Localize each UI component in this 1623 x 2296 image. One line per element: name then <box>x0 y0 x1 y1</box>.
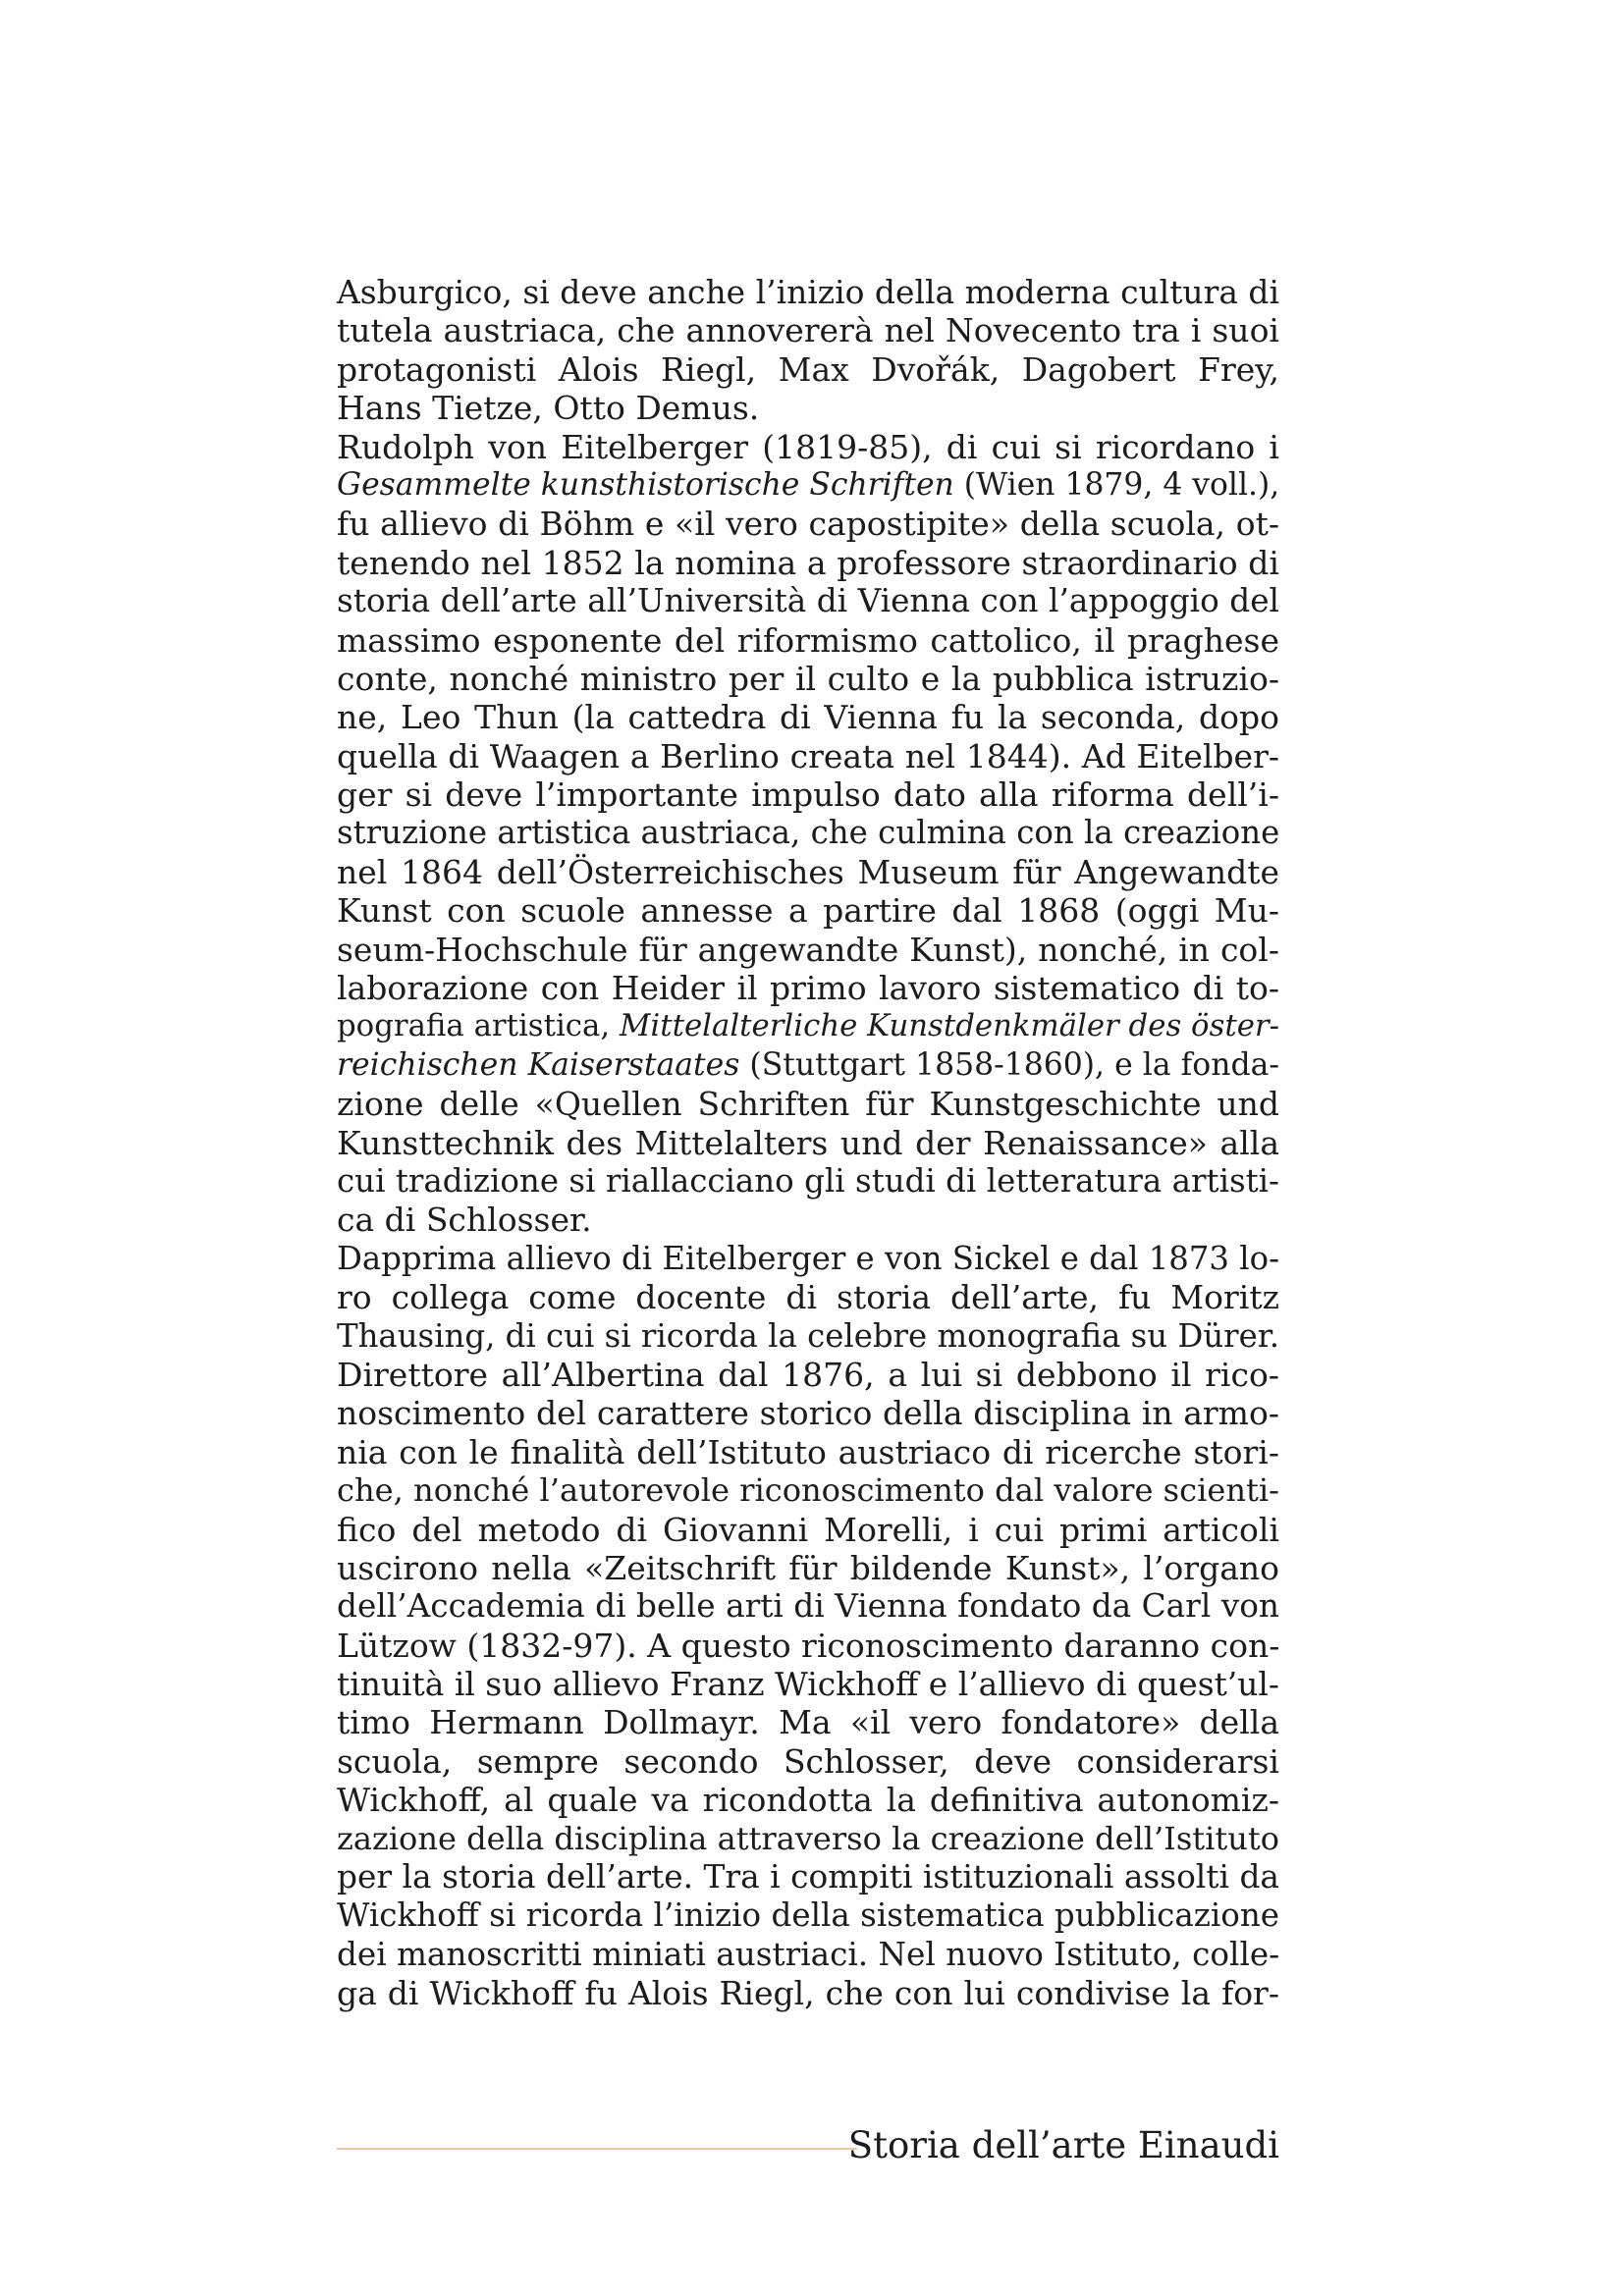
text-line <box>337 698 1279 736</box>
text-segment: tutela austriaca, che annovererà nel Novecento tra i suoi <box>337 311 1279 350</box>
text-line <box>337 1974 1279 2012</box>
page-footer <box>337 2123 1279 2168</box>
italic-title: Gesammelte kunsthistorische Schriften <box>337 466 954 503</box>
text-line <box>337 1936 1279 1974</box>
footer-rule <box>337 2148 857 2150</box>
text-line <box>337 853 1279 891</box>
body-text <box>337 273 1279 2013</box>
text-line <box>337 1433 1279 1471</box>
text-segment: laborazione con Heider il primo lavoro sistematico di to- <box>337 969 1279 1008</box>
text-segment: scuola, sempre secondo Schlosser, deve considerarsi <box>337 1741 1279 1781</box>
text-line <box>337 1278 1279 1316</box>
text-segment: massimo esponente del riformismo cattolico, il praghese <box>337 620 1279 660</box>
text-line <box>337 582 1279 620</box>
text-segment: pografia artistica, <box>337 1008 620 1044</box>
text-line <box>337 505 1279 543</box>
text-line <box>337 1587 1279 1626</box>
text-segment: zazione della disciplina attraverso la creazione dell’Istituto <box>337 1819 1279 1857</box>
text-line <box>337 931 1279 969</box>
text-segment: dell’Accademia di belle arti di Vienna fondato da Carl von <box>337 1587 1279 1626</box>
text-line <box>337 350 1279 389</box>
text-segment: cui tradizione si riallacciano gli studi di letteratura artisti- <box>337 1161 1279 1200</box>
text-segment: dei manoscritti miniati austriaci. Nel nuovo Istituto, colle- <box>337 1935 1280 1973</box>
text-line <box>337 1820 1279 1858</box>
text-line <box>337 466 1279 505</box>
text-segment: ga di Wickhoff fu Alois Riegl, che con lui condivise la for- <box>337 1974 1279 2013</box>
text-line <box>337 1356 1279 1394</box>
text-segment: (Wien 1879, 4 voll.), <box>953 466 1280 503</box>
text-segment: ro collega come docente di storia dell’arte, fu Moritz <box>337 1278 1279 1317</box>
text-line <box>337 1858 1279 1896</box>
text-line <box>337 1549 1279 1587</box>
text-line <box>337 1471 1279 1510</box>
italic-title: Mittelalterliche Kunstdenkmäler des öster- <box>619 1008 1279 1044</box>
text-segment: Hans Tietze, Otto Demus. <box>337 389 760 428</box>
text-segment: zione delle «Quellen Schriften für Kunstgeschichte und <box>337 1085 1279 1124</box>
text-segment: che, nonché l’autorevole riconoscimento dal valore scienti- <box>337 1471 1279 1510</box>
text-segment: conte, nonché ministro per il culto e la pubblica istruzio- <box>337 659 1279 698</box>
text-line <box>337 737 1279 775</box>
text-line <box>337 1742 1279 1781</box>
text-line <box>337 1007 1279 1045</box>
text-segment: Rudolph von Eitelberger (1819-85), di cui si ricordano i <box>337 427 1279 466</box>
text-segment: Direttore all’Albertina dal 1876, a lui si debbono il rico- <box>337 1355 1279 1394</box>
text-segment: nel 1864 dell’Österreichisches Museum für Angewandte <box>337 852 1279 891</box>
footer-label: Storia dell’arte Einaudi <box>847 2124 1279 2166</box>
text-segment: quella di Waagen a Berlino creata nel 1844). Ad Eitelber- <box>337 736 1279 775</box>
text-line <box>337 1201 1279 1239</box>
text-segment: noscimento del carattere storico della disciplina in armo- <box>337 1394 1279 1433</box>
text-segment: uscirono nella «Zeitschrift für bildende Kunst», l’organo <box>337 1548 1279 1587</box>
text-line <box>337 1085 1279 1123</box>
text-segment: ger si deve l’importante impulso dato alla riforma dell’i- <box>337 775 1279 815</box>
text-line <box>337 621 1279 660</box>
text-line <box>337 1394 1279 1432</box>
text-segment: Kunst con scuole annesse a partire dal 1868 (oggi Mu- <box>337 891 1279 931</box>
text-segment: Lützow (1832-97). A questo riconoscimento daranno con- <box>337 1626 1280 1665</box>
text-segment: seum-Hochschule für angewandte Kunst), nonché, in col- <box>337 930 1279 969</box>
text-line <box>337 814 1279 852</box>
text-segment: fico del metodo di Giovanni Morelli, i cui primi articoli <box>337 1510 1279 1549</box>
italic-title: reichischen Kaiserstaates <box>337 1046 740 1083</box>
text-segment: (Stuttgart 1858-1860), e la fonda- <box>739 1046 1279 1083</box>
text-line <box>337 1124 1279 1162</box>
text-segment: per la storia dell’arte. Tra i compiti istituzionali assolti da <box>337 1858 1279 1896</box>
text-segment: tinuità il suo allievo Franz Wickhoff e l’allievo di quest’ul- <box>337 1665 1279 1704</box>
text-line <box>337 1240 1279 1278</box>
text-segment: storia dell’arte all’Università di Vienna con l’appoggio del <box>337 582 1279 620</box>
text-line <box>337 1781 1279 1819</box>
text-segment: ne, Leo Thun (la cattedra di Vienna fu la seconda, dopo <box>337 698 1279 737</box>
text-line <box>337 1896 1279 1935</box>
text-line <box>337 1317 1279 1356</box>
text-segment: Asburgico, si deve anche l’inizio della moderna cultura di <box>337 273 1279 311</box>
text-line <box>337 1665 1279 1703</box>
text-segment: fu allievo di Böhm e «il vero capostipite» della scuola, ot- <box>337 505 1279 544</box>
text-segment: Thausing, di cui si ricorda la celebre monografia su Dürer. <box>337 1316 1279 1355</box>
text-segment: tenendo nel 1852 la nomina a professore straordinario di <box>337 543 1279 582</box>
text-line <box>337 660 1279 698</box>
text-line <box>337 1162 1279 1201</box>
text-line <box>337 1627 1279 1665</box>
text-segment: ca di Schlosser. <box>337 1201 592 1240</box>
text-segment: struzione artistica austriaca, che culmina con la creazione <box>337 814 1280 852</box>
text-segment: nia con le finalità dell’Istituto austriaco di ricerche stori- <box>337 1432 1279 1471</box>
text-segment: timo Hermann Dollmayr. Ma «il vero fondatore» della <box>337 1703 1279 1742</box>
text-segment: Dapprima allievo di Eitelberger e von Sickel e dal 1873 lo- <box>337 1239 1279 1277</box>
text-line <box>337 1703 1279 1741</box>
text-segment: Wickhoff, al quale va ricondotta la definitiva autonomiz- <box>337 1781 1279 1820</box>
text-line <box>337 891 1279 930</box>
text-segment: protagonisti Alois Riegl, Max Dvořák, Dagobert Frey, <box>337 349 1279 389</box>
text-line <box>337 389 1279 427</box>
text-line <box>337 544 1279 582</box>
text-line <box>337 311 1279 349</box>
text-line <box>337 1046 1279 1085</box>
text-line <box>337 1511 1279 1549</box>
text-line <box>337 273 1279 311</box>
text-line <box>337 775 1279 814</box>
text-segment: Kunsttechnik des Mittelalters und der Renaissance» alla <box>337 1123 1279 1162</box>
text-segment: Wickhoff si ricorda l’inizio della sistematica pubblicazione <box>337 1896 1279 1935</box>
text-line <box>337 428 1279 466</box>
text-line <box>337 969 1279 1007</box>
